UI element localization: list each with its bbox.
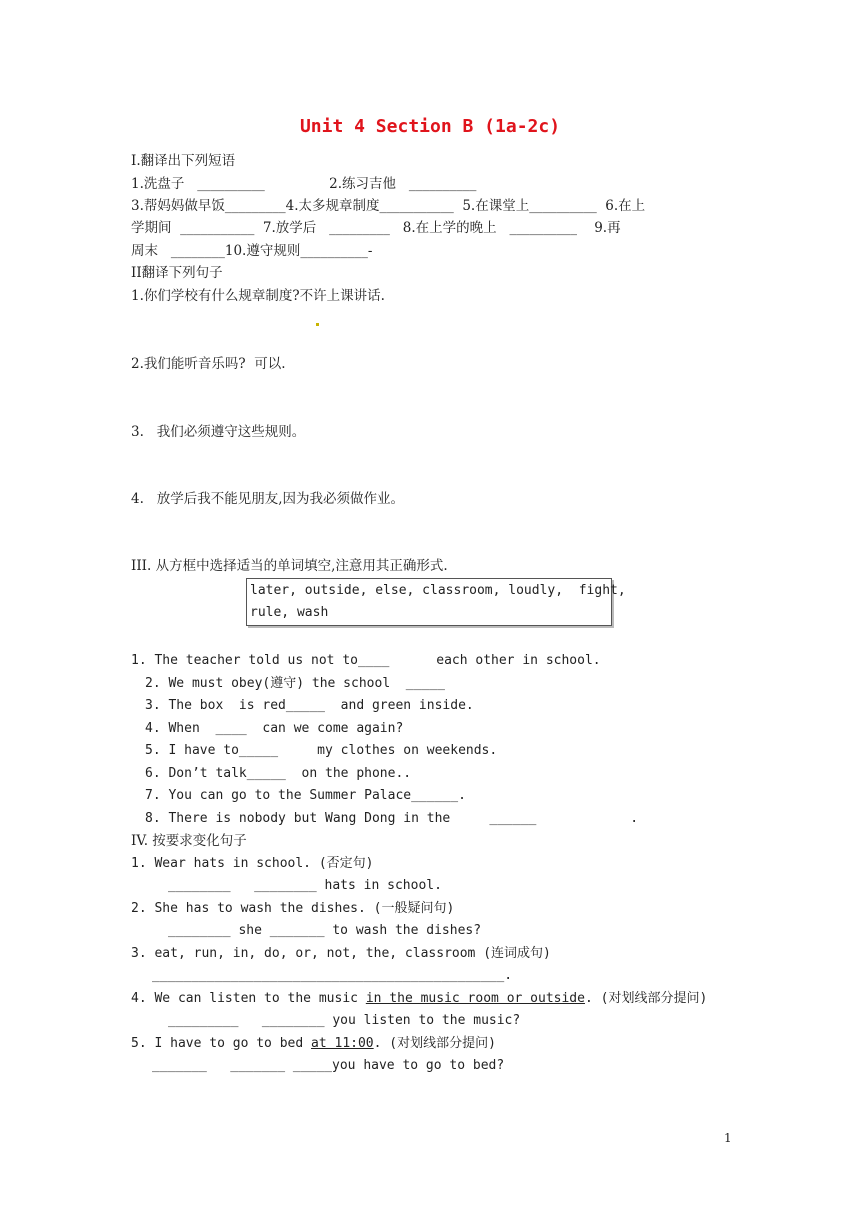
section-2-question-3: 3. 我们必须遵守这些规则。 [131,424,306,440]
transform-answer-1: ________ ________ hats in school. [168,878,442,893]
transform-question-3: 3. eat, run, in, do, or, not, the, classroom (连词成句) [131,946,551,961]
q5-text-before: 5. I have to go to bed [131,1036,312,1051]
transform-answer-4: _________ ________ you listen to the music? [168,1013,521,1028]
section-2-question-1: 1.你们学校有什么规章制度?不许上课讲话. [131,288,385,304]
fill-item-5: 5. I have to_____ my clothes on weekends. [145,743,498,758]
transform-question-5 [131,1035,496,1053]
fill-item-8: 8. There is nobody but Wang Dong in the ______ . [145,811,639,826]
section-3-heading: III. 从方框中选择适当的单词填空,注意用其正确形式. [131,558,448,574]
section-2-question-2: 2.我们能听音乐吗? 可以. [131,356,286,372]
q5-underlined-phrase: at 11:00 [311,1036,374,1051]
transform-question-2: 2. She has to wash the dishes. (一般疑问句) [131,901,455,916]
section-2-question-4: 4. 放学后我不能见朋友,因为我必须做作业。 [131,491,405,507]
page-title: Unit 4 Section B (1a-2c) [299,116,561,137]
fill-item-6: 6. Don’t talk_____ on the phone.. [145,766,412,781]
section-1-line-3: 学期间 ___________ 7.放学后 _________ 8.在上学的晚上 __________ 9.再 [131,220,621,236]
transform-answer-2: ________ she _______ to wash the dishes? [168,923,482,938]
q4-text-after: . (对划线部分提问) [584,991,708,1006]
fill-item-2: 2. We must obey(遵守) the school _____ [145,676,445,691]
section-1-line-1: 1.洗盘子 __________ 2.练习吉他 __________ [131,176,477,192]
transform-question-4 [131,990,707,1008]
word-bank-line-2: rule, wash [250,605,329,620]
word-bank-line-1: later, outside, else, classroom, loudly, fight, [250,583,626,598]
section-4-heading: IV. 按要求变化句子 [131,833,247,849]
q4-text-before: 4. We can listen to the music [131,991,366,1006]
fill-item-4: 4. When ____ can we come again? [145,721,404,736]
stray-mark [316,323,319,326]
transform-answer-3: _____________________________________________. [152,968,513,983]
word-bank-box [246,578,626,626]
page-number: 1 [724,1131,732,1145]
transform-question-1: 1. Wear hats in school. (否定句) [131,856,374,871]
q4-underlined-phrase: in the music room or outside [365,991,585,1006]
q5-text-after: . (对划线部分提问) [373,1036,496,1051]
fill-item-1: 1. The teacher told us not to____ each other in school. [131,653,601,668]
fill-item-7: 7. You can go to the Summer Palace______. [145,788,466,803]
section-1-line-4: 周末 ________10.遵守规则__________- [131,243,373,259]
transform-answer-5: _______ _______ _____you have to go to bed? [152,1058,505,1073]
section-1-heading: I.翻译出下列短语 [131,153,236,169]
section-1-line-2: 3.帮妈妈做早饭_________4.太多规章制度___________ 5.在课堂上__________ 6.在上 [131,198,646,214]
fill-item-3: 3. The box is red_____ and green inside. [145,698,474,713]
section-2-heading: II翻译下列句子 [131,265,223,281]
